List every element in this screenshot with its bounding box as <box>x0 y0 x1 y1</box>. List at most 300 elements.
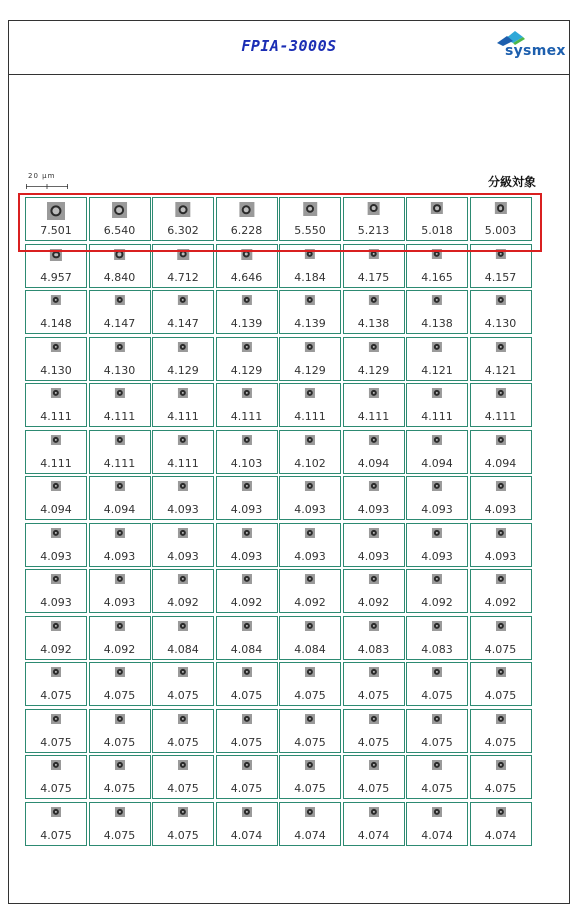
particle-image <box>239 202 254 217</box>
particle-cell <box>152 383 214 427</box>
particle-ring-icon <box>53 669 59 675</box>
particle-image <box>368 249 378 259</box>
particle-value: 4.075 <box>167 735 199 749</box>
particle-value: 4.093 <box>40 596 72 609</box>
particle-value: 4.130 <box>40 363 72 377</box>
particle-ring-icon <box>243 390 249 396</box>
grid-row <box>25 569 533 613</box>
particle-image <box>496 760 506 770</box>
particle-ring-icon <box>307 297 313 303</box>
particle-ring-icon <box>434 436 440 442</box>
particle-cell <box>279 523 341 567</box>
particle-value: 4.093 <box>294 549 326 563</box>
particle-cell <box>406 616 468 660</box>
particle-value: 4.093 <box>103 549 136 563</box>
particle-value: 4.094 <box>103 503 136 516</box>
particle-ring-icon <box>434 808 440 814</box>
particle-cell <box>25 802 87 846</box>
particle-cell <box>216 197 278 241</box>
particle-cell <box>279 337 341 381</box>
particle-ring-icon <box>53 483 59 489</box>
particle-cell <box>89 383 151 427</box>
particle-image <box>47 202 65 220</box>
particle-cell <box>89 569 151 613</box>
particle-image <box>495 481 505 491</box>
particle-ring-icon <box>497 622 503 628</box>
particle-cell <box>406 755 468 799</box>
particle-cell <box>470 709 532 753</box>
particle-cell <box>470 290 532 334</box>
particle-cell <box>406 197 468 241</box>
particle-image <box>241 249 252 260</box>
particle-ring-icon <box>370 808 376 814</box>
particle-ring-icon <box>434 715 440 721</box>
particle-ring-icon <box>53 390 59 396</box>
particle-ring-icon <box>116 762 122 768</box>
particle-ring-icon <box>307 762 313 768</box>
grid-row <box>25 383 533 427</box>
particle-image <box>51 807 61 817</box>
particle-cell <box>89 662 151 706</box>
particle-image <box>495 342 505 352</box>
particle-image <box>431 202 443 214</box>
particle-cell <box>89 755 151 799</box>
particle-ring-icon <box>180 436 186 442</box>
particle-value: 4.075 <box>103 828 136 842</box>
particle-value: 4.111 <box>167 456 199 470</box>
particle-image <box>178 574 188 584</box>
particle-value: 4.129 <box>357 363 390 377</box>
particle-image <box>432 295 442 305</box>
particle-cell <box>25 662 87 706</box>
particle-image <box>114 295 124 305</box>
particle-ring-icon <box>243 436 249 442</box>
particle-value: 4.093 <box>357 549 390 563</box>
particle-image <box>242 760 252 770</box>
particle-ring-icon <box>434 297 440 303</box>
particle-ring-icon <box>243 576 249 582</box>
particle-ring-icon <box>433 204 441 212</box>
particle-value: 4.075 <box>167 828 199 842</box>
particle-image <box>51 667 61 677</box>
particle-cell <box>152 244 214 288</box>
particle-cell <box>279 430 341 474</box>
particle-value: 4.111 <box>294 410 326 423</box>
particle-value: 4.111 <box>103 456 136 470</box>
particle-cell <box>25 569 87 613</box>
particle-ring-icon <box>116 343 122 349</box>
grid-row <box>25 476 533 520</box>
particle-ring-icon <box>497 669 503 675</box>
particle-cell <box>25 290 87 334</box>
particle-cell <box>343 383 405 427</box>
particle-value: 4.074 <box>421 828 453 842</box>
sysmex-logo <box>491 29 566 65</box>
particle-ring-icon <box>370 390 376 396</box>
particle-value: 4.111 <box>421 410 453 423</box>
particle-image <box>241 295 251 305</box>
particle-image <box>51 574 61 584</box>
particle-value: 4.092 <box>357 596 390 609</box>
particle-ring-icon <box>307 669 313 675</box>
particle-ring-icon <box>307 529 313 535</box>
particle-cell <box>279 709 341 753</box>
grid-row <box>25 290 533 334</box>
particle-image <box>242 667 252 677</box>
particle-image <box>114 342 124 352</box>
particle-ring-icon <box>497 762 503 768</box>
particle-image <box>368 528 378 538</box>
particle-ring-icon <box>307 715 313 721</box>
particle-cell <box>89 244 151 288</box>
particle-cell <box>25 383 87 427</box>
particle-ring-icon <box>306 205 314 213</box>
particle-cell <box>470 802 532 846</box>
particle-image <box>242 714 252 724</box>
particle-value: 4.075 <box>103 782 136 795</box>
particle-cell <box>216 383 278 427</box>
particle-ring-icon <box>434 390 440 396</box>
particle-ring-icon <box>370 715 376 721</box>
particle-value: 4.139 <box>294 317 326 330</box>
particle-cell <box>152 476 214 520</box>
particle-cell <box>152 197 214 241</box>
particle-image <box>432 621 442 631</box>
particle-cell <box>25 197 87 241</box>
particle-image <box>178 388 188 398</box>
particle-ring-icon <box>497 436 503 442</box>
particle-ring-icon <box>242 205 251 214</box>
particle-ring-icon <box>53 762 59 768</box>
particle-ring-icon <box>53 808 59 814</box>
particle-cell <box>89 337 151 381</box>
particle-value: 4.093 <box>230 549 263 563</box>
particle-image <box>178 760 188 770</box>
particle-value: 4.093 <box>167 549 199 563</box>
particle-ring-icon <box>53 622 59 628</box>
particle-image <box>432 714 442 724</box>
particle-ring-icon <box>370 204 378 212</box>
particle-ring-icon <box>180 390 186 396</box>
particle-ring-icon <box>116 390 122 396</box>
particle-ring-icon <box>434 483 440 489</box>
particle-image <box>51 388 61 398</box>
particle-ring-icon <box>116 483 122 489</box>
particle-image <box>178 667 188 677</box>
particle-ring-icon <box>307 343 313 349</box>
particle-cell <box>152 523 214 567</box>
particle-image <box>241 342 251 352</box>
particle-value: 4.147 <box>103 317 136 330</box>
particle-value: 5.018 <box>421 224 453 237</box>
particle-cell <box>152 709 214 753</box>
particle-cell <box>25 523 87 567</box>
particle-ring-icon <box>434 622 440 628</box>
particle-ring-icon <box>180 762 186 768</box>
particle-ring-icon <box>116 622 122 628</box>
particle-value: 4.074 <box>230 828 263 842</box>
particle-value: 4.093 <box>421 549 453 563</box>
particle-cell <box>279 197 341 241</box>
particle-value: 4.111 <box>40 456 72 470</box>
particle-image <box>112 202 128 218</box>
particle-ring-icon <box>243 297 249 303</box>
particle-cell <box>216 430 278 474</box>
particle-cell <box>406 523 468 567</box>
particle-ring-icon <box>53 715 59 721</box>
particle-ring-icon <box>50 205 61 216</box>
particle-image <box>305 574 315 584</box>
particle-value: 5.003 <box>484 224 517 237</box>
particle-value: 4.712 <box>167 270 199 284</box>
particle-value: 4.121 <box>421 363 453 377</box>
particle-cell <box>216 709 278 753</box>
particle-cell <box>470 383 532 427</box>
particle-value: 4.092 <box>421 596 453 609</box>
particle-value: 4.092 <box>167 596 199 609</box>
particle-cell <box>470 476 532 520</box>
particle-image <box>496 621 506 631</box>
particle-ring-icon <box>434 250 440 256</box>
report-title: FPIA-3000S <box>241 37 337 55</box>
particle-value: 4.093 <box>294 503 326 516</box>
particle-ring-icon <box>53 529 59 535</box>
particle-image <box>241 435 251 445</box>
particle-ring-icon <box>370 576 376 582</box>
particle-ring-icon <box>497 390 503 396</box>
particle-ring-icon <box>307 483 313 489</box>
particle-cell <box>470 755 532 799</box>
particle-image <box>51 621 61 631</box>
particle-cell <box>25 709 87 753</box>
particle-image <box>368 342 378 352</box>
grid-row <box>25 802 533 846</box>
particle-ring-icon <box>116 251 123 258</box>
particle-value: 4.111 <box>103 410 136 423</box>
particle-image <box>305 435 315 445</box>
particle-value: 4.075 <box>484 735 517 749</box>
particle-ring-icon <box>497 529 503 535</box>
particle-image <box>178 435 188 445</box>
particle-image <box>242 807 252 817</box>
particle-cell <box>216 755 278 799</box>
particle-ring-icon <box>180 297 186 303</box>
particle-value: 4.084 <box>294 642 326 656</box>
particle-value: 4.075 <box>230 782 263 795</box>
particle-value: 4.111 <box>40 410 72 423</box>
particle-cell <box>343 523 405 567</box>
particle-image <box>305 528 315 538</box>
particle-cell <box>216 523 278 567</box>
particle-ring-icon <box>497 297 503 303</box>
scale-bar-line <box>26 184 68 189</box>
particle-image <box>178 481 188 491</box>
particle-image <box>114 621 124 631</box>
particle-value: 4.092 <box>230 596 263 609</box>
particle-image <box>369 807 379 817</box>
particle-value: 4.094 <box>357 456 390 470</box>
particle-image <box>496 807 506 817</box>
particle-value: 4.130 <box>103 363 136 377</box>
particle-cell <box>470 337 532 381</box>
particle-image <box>432 249 442 259</box>
particle-cell <box>343 755 405 799</box>
particle-cell <box>152 337 214 381</box>
particle-image <box>305 714 315 724</box>
particle-ring-icon <box>53 297 59 303</box>
particle-value: 4.083 <box>357 642 390 656</box>
particle-ring-icon <box>116 808 122 814</box>
particle-cell <box>152 802 214 846</box>
particle-ring-icon <box>307 808 313 814</box>
particle-image <box>178 528 188 538</box>
particle-image <box>178 807 188 817</box>
particle-value: 6.540 <box>103 224 136 237</box>
particle-image <box>305 760 315 770</box>
particle-value: 4.184 <box>294 270 326 284</box>
particle-ring-icon <box>370 436 376 442</box>
particle-cell <box>152 569 214 613</box>
particle-ring-icon <box>243 762 249 768</box>
particle-cell <box>25 430 87 474</box>
particle-cell <box>470 244 532 288</box>
particle-image <box>496 667 506 677</box>
particle-ring-icon <box>370 622 376 628</box>
particle-image <box>432 760 442 770</box>
particle-value: 4.075 <box>294 782 326 795</box>
particle-ring-icon <box>116 576 122 582</box>
particle-ring-icon <box>116 669 122 675</box>
particle-cell <box>470 616 532 660</box>
particle-image <box>241 621 251 631</box>
particle-value: 4.092 <box>484 596 517 609</box>
particle-image <box>495 295 505 305</box>
particle-ring-icon <box>370 529 376 535</box>
particle-value: 4.092 <box>40 642 72 656</box>
particle-value: 4.138 <box>357 317 390 330</box>
logo-text: sysmex <box>505 43 566 59</box>
particle-value: 4.075 <box>40 782 72 795</box>
particle-image <box>178 295 188 305</box>
particle-cell <box>279 616 341 660</box>
particle-ring-icon <box>434 762 440 768</box>
particle-ring-icon <box>180 343 186 349</box>
particle-value: 4.075 <box>167 782 199 795</box>
particle-ring-icon <box>243 343 249 349</box>
particle-ring-icon <box>307 576 313 582</box>
particle-value: 4.075 <box>230 689 263 702</box>
grid-row <box>25 662 533 706</box>
particle-cell <box>406 244 468 288</box>
particle-image <box>432 342 442 352</box>
particle-cell <box>343 476 405 520</box>
particle-image <box>495 528 505 538</box>
particle-cell <box>343 244 405 288</box>
particle-ring-icon <box>307 250 313 256</box>
particle-value: 4.075 <box>484 689 517 702</box>
particle-value: 4.075 <box>167 689 199 702</box>
particle-ring-icon <box>115 205 125 215</box>
particle-image <box>368 481 378 491</box>
particle-image <box>368 621 378 631</box>
particle-value: 4.075 <box>421 735 453 749</box>
particle-value: 4.075 <box>40 828 72 842</box>
particle-image <box>369 714 379 724</box>
particle-value: 6.228 <box>230 224 263 237</box>
particle-ring-icon <box>180 808 186 814</box>
particle-ring-icon <box>180 529 186 535</box>
particle-image <box>305 621 315 631</box>
particle-ring-icon <box>370 250 376 256</box>
particle-image <box>368 435 378 445</box>
particle-image <box>175 202 190 217</box>
particle-cell <box>216 244 278 288</box>
particle-image <box>115 760 125 770</box>
particle-ring-icon <box>180 622 186 628</box>
particle-cell <box>25 755 87 799</box>
particle-value: 4.148 <box>40 317 72 330</box>
particle-ring-icon <box>52 251 60 259</box>
particle-cell <box>343 290 405 334</box>
particle-cell <box>25 244 87 288</box>
particle-ring-icon <box>434 529 440 535</box>
particle-cell <box>406 662 468 706</box>
particle-image <box>368 574 378 584</box>
particle-value: 4.129 <box>230 363 263 377</box>
particle-cell <box>25 337 87 381</box>
particle-image <box>495 574 505 584</box>
particle-ring-icon <box>434 576 440 582</box>
particle-ring-icon <box>497 343 503 349</box>
particle-value: 4.075 <box>103 735 136 749</box>
particle-value: 4.075 <box>484 642 517 656</box>
particle-value: 4.175 <box>357 270 390 284</box>
particle-ring-icon <box>370 297 376 303</box>
particle-image <box>178 714 188 724</box>
particle-cell <box>343 616 405 660</box>
particle-cell <box>406 476 468 520</box>
particle-ring-icon <box>180 715 186 721</box>
particle-value: 4.165 <box>421 270 453 284</box>
particle-value: 4.111 <box>357 410 390 423</box>
particle-cell <box>216 569 278 613</box>
particle-cell <box>279 244 341 288</box>
particle-value: 4.075 <box>40 735 72 749</box>
particle-ring-icon <box>116 715 122 721</box>
particle-cell <box>89 197 151 241</box>
particle-image <box>305 807 315 817</box>
particle-value: 4.074 <box>357 828 390 842</box>
particle-image <box>432 667 442 677</box>
particle-value: 4.093 <box>421 503 453 516</box>
particle-image <box>432 435 442 445</box>
grid-row <box>25 430 533 474</box>
particle-cell <box>279 755 341 799</box>
particle-image <box>303 202 317 216</box>
particle-value: 4.840 <box>103 270 136 284</box>
particle-ring-icon <box>434 669 440 675</box>
particle-image <box>51 295 61 305</box>
particle-image <box>495 435 505 445</box>
particle-cell <box>279 476 341 520</box>
particle-cell <box>406 290 468 334</box>
particle-image <box>494 202 506 214</box>
particle-image <box>51 435 61 445</box>
particle-value: 5.550 <box>294 224 326 237</box>
particle-value: 4.075 <box>357 689 390 702</box>
particle-value: 4.093 <box>230 503 263 516</box>
particle-value: 4.093 <box>484 503 517 516</box>
